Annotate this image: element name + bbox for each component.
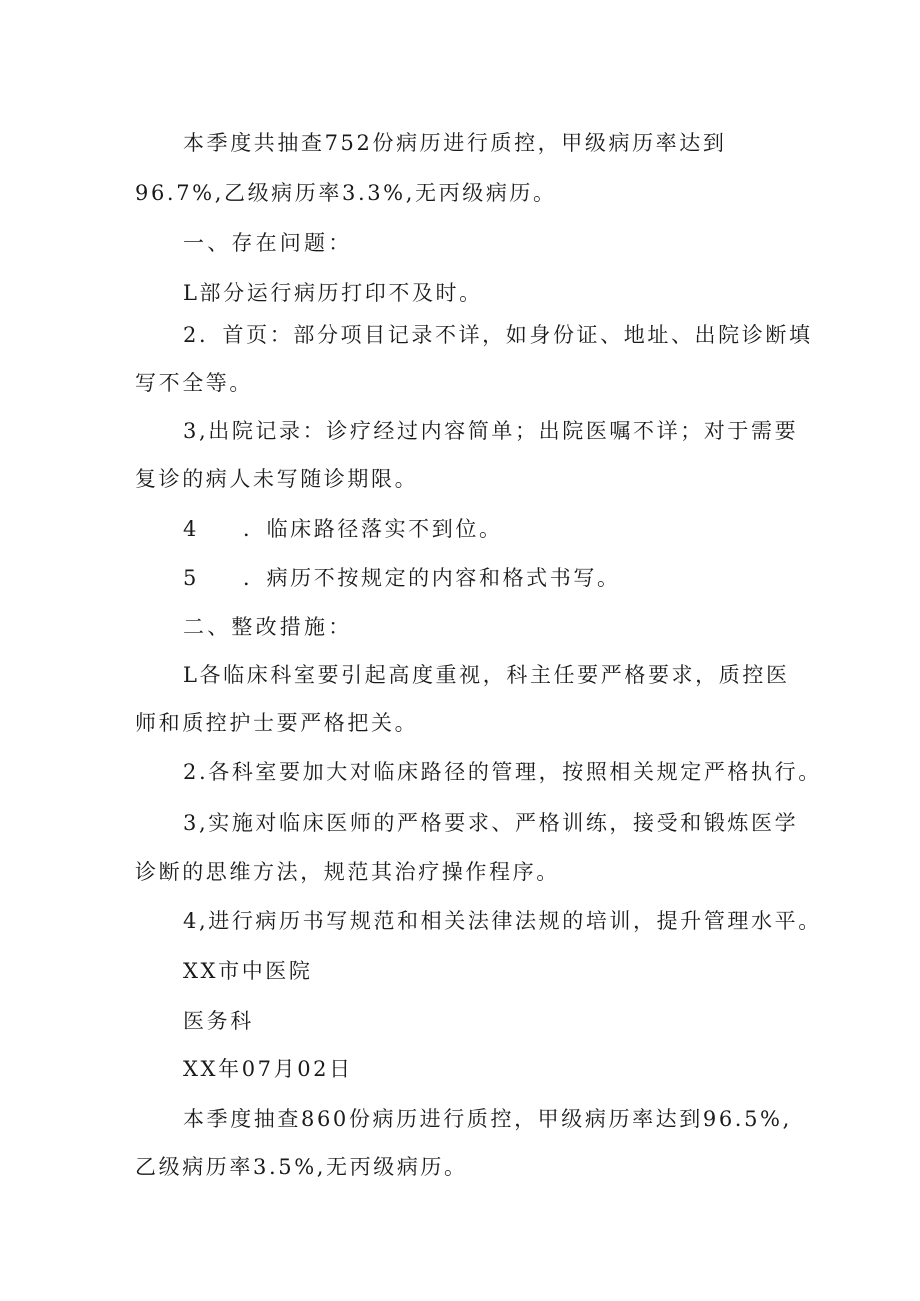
problem-item-1: L部分运行病历打印不及时。 bbox=[183, 281, 483, 305]
signature-hospital: XX市中医院 bbox=[183, 959, 313, 983]
signature-department: 医务科 bbox=[183, 1009, 254, 1033]
summary-2-line-1: 本季度抽查860份病历进行质控，甲级病历率达到96.5%, bbox=[183, 1107, 792, 1131]
problem-item-4 bbox=[183, 519, 503, 540]
measure-item-2: 2.各科室要加大对临床路径的管理，按照相关规定严格执行。 bbox=[183, 760, 822, 784]
list-number: 5 bbox=[183, 566, 199, 590]
problem-item-2-line-2: 写不全等。 bbox=[135, 371, 253, 395]
list-text: ．病历不按规定的内容和格式书写。 bbox=[242, 566, 621, 590]
measure-item-1-line-2: 师和质控护士要严格把关。 bbox=[135, 711, 419, 735]
section-heading-problems: 一、存在问题： bbox=[183, 231, 353, 255]
list-text: ．临床路径落实不到位。 bbox=[242, 517, 503, 541]
list-number: 4 bbox=[183, 517, 199, 541]
section-heading-measures: 二、整改措施： bbox=[183, 615, 353, 639]
summary-1-line-2: 96.7%,乙级病历率3.3%,无丙级病历。 bbox=[135, 181, 557, 205]
problem-item-3-line-1: 3,出院记录：诊疗经过内容简单；出院医嘱不详；对于需要 bbox=[183, 419, 799, 443]
signature-date: XX年07月02日 bbox=[183, 1057, 353, 1081]
problem-item-2-line-1: 2．首页：部分项目记录不详，如身份证、地址、出院诊断填 bbox=[183, 323, 813, 347]
problem-item-5 bbox=[183, 568, 621, 589]
measure-item-3-line-1: 3,实施对临床医师的严格要求、严格训练，接受和锻炼医学 bbox=[183, 811, 799, 835]
measure-item-4: 4,进行病历书写规范和相关法律法规的培训，提升管理水平。 bbox=[183, 909, 822, 933]
measure-item-1-line-1: L各临床科室要引起高度重视，科主任要严格要求，质控医 bbox=[183, 663, 790, 687]
summary-1-line-1: 本季度共抽查752份病历进行质控，甲级病历率达到 bbox=[183, 131, 727, 155]
summary-2-line-2: 乙级病历率3.5%,无丙级病历。 bbox=[135, 1155, 468, 1179]
problem-item-3-line-2: 复诊的病人未写随诊期限。 bbox=[135, 467, 419, 491]
measure-item-3-line-2: 诊断的思维方法，规范其治疗操作程序。 bbox=[135, 860, 560, 884]
